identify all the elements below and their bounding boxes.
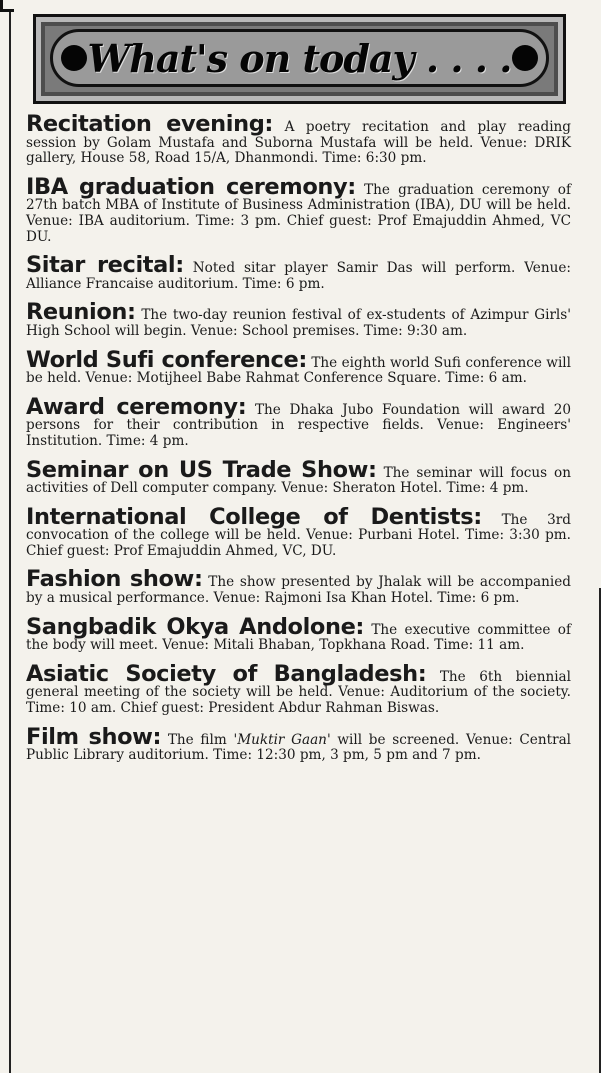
event-item-award-ceremony [26,393,571,450]
event-item-film-show [26,723,572,764]
event-text-after: will be screened. Venue: Central Public Library auditorium. Time: 12:30 pm, 3 pm, 5 pm and 7 pm. [26,731,572,764]
event-heading: IBA graduation ceremony: [26,173,356,200]
event-text: The seminar will focus on activities of Dell computer company. Venue: Sheraton Hotel. Time: 4 pm. [26,464,571,497]
event-heading: Seminar on US Trade Show: [26,456,377,483]
event-heading: Fashion show: [26,566,203,593]
event-heading: Sitar recital: [26,252,184,279]
event-heading: Recitation evening: [26,111,274,137]
column-rule-left [9,12,11,1073]
event-heading: Asiatic Society of Bangladesh: [26,660,427,687]
event-text: The graduation ceremony of 27th batch MBA of Institute of Business Administration (IBA), DU will be held. Venue: IBA auditorium. Time: 3 pm. Chief guest: Prof Emajuddin Ahmed, VC DU. [26,181,572,245]
bullet-dot-icon [61,45,87,71]
banner-frame [50,29,549,87]
event-item-fashion-show [26,568,571,606]
event-text: The 6th biennial general meeting of the society will be held. Venue: Auditorium of the society. Time: 10 am. Chief guest: President Abdur Rahman Biswas. [26,668,572,717]
film-title: 'Muktir Gaan' [233,731,331,748]
event-heading: Reunion: [26,299,136,326]
section-banner [33,14,566,104]
event-item-sufi-conference [26,346,571,387]
event-text: The show presented by Jhalak will be accompanied by a musical performance. Venue: Rajmoni Isa Khan Hotel. Time: 6 pm. [26,574,571,607]
event-item-sitar-recital [26,254,571,292]
event-heading: International College of Dentists: [26,503,482,530]
event-item-recitation [26,113,571,167]
event-item-sangbadik [26,613,571,654]
event-heading: Sangbadik Okya Andolone: [26,613,365,640]
event-heading: Film show: [26,723,162,750]
event-text-before: The film [167,731,227,748]
section-title: What's on today . . . . [87,35,512,81]
corner-mark [0,0,14,12]
event-listings [26,113,571,773]
event-item-iba-graduation [26,173,572,245]
event-text: The 3rd convocation of the college will be held. Venue: Purbani Hotel. Time: 3:30 pm. Chief guest: Prof Emajuddin Ahmed, VC, DU. [26,511,571,559]
event-item-reunion [26,301,571,339]
event-text: Noted sitar player Samir Das will perform. Venue: Alliance Francaise auditorium. Time: 6 pm. [26,260,571,292]
event-text: The two-day reunion festival of ex-students of Azimpur Girls' High School will begin. Venue: School premises. Time: 9:30 am. [26,307,571,339]
event-item-dentists [26,503,571,560]
event-text: The executive committee of the body will meet. Venue: Mitali Bhaban, Topkhana Road. Time: 11 am. [26,621,571,654]
event-text: The eighth world Sufi conference will be held. Venue: Motijheel Babe Rahmat Conference Square. Time: 6 am. [26,354,571,387]
event-item-asiatic-society [26,660,572,717]
event-heading: Award ceremony: [26,393,247,420]
event-heading: World Sufi conference: [26,346,307,373]
event-text: The Dhaka Jubo Foundation will award 20 persons for their contribution in respective fields. Venue: Engineers' Institution. Time: 4 pm. [26,401,571,449]
bullet-dot-icon [512,45,538,71]
event-item-seminar [26,456,571,497]
event-text: A poetry recitation and play reading session by Golam Mustafa and Suborna Mustafa will be held. Venue: DRIK gallery, House 58, Road 15/A, Dhanmondi. Time: 6:30 pm. [26,119,571,167]
